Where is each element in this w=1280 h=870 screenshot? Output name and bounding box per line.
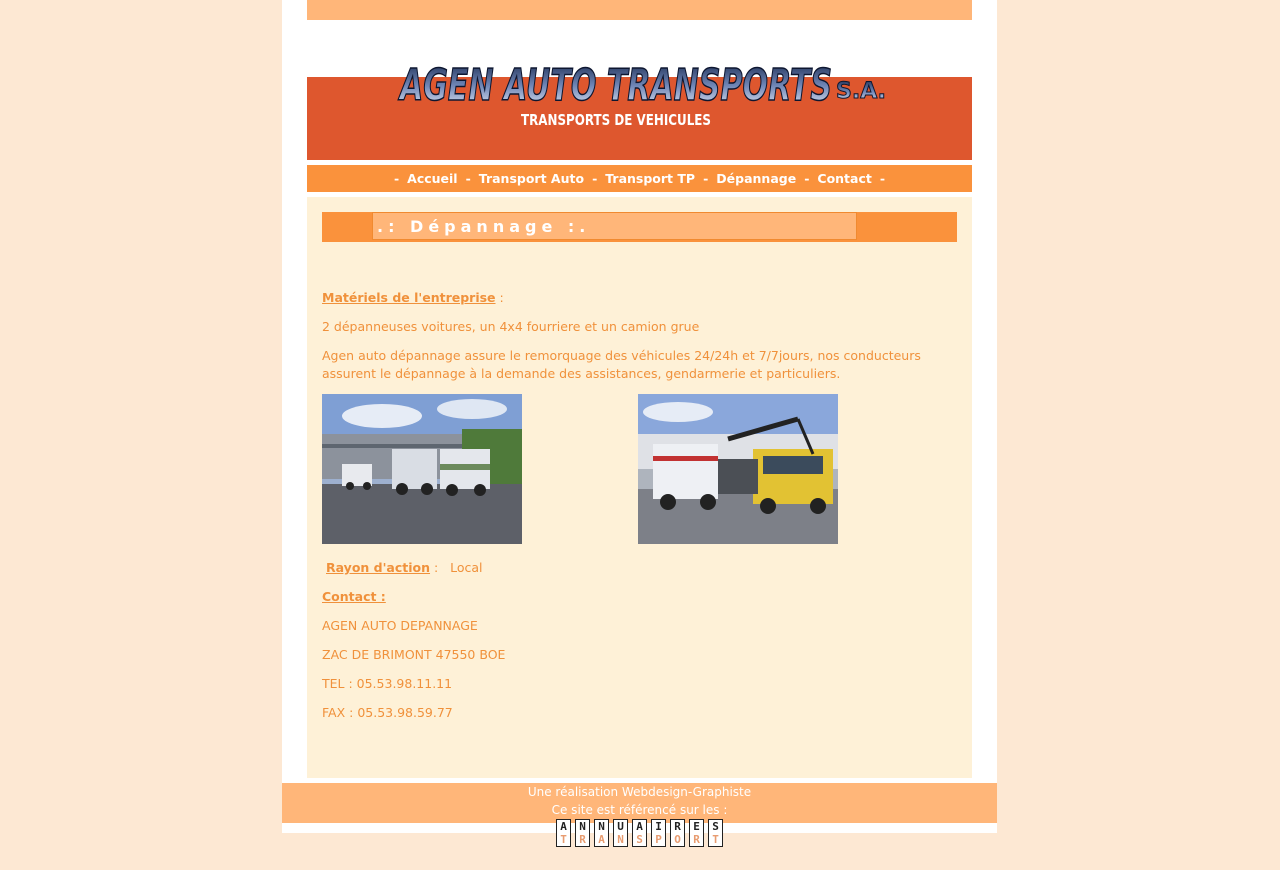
page-title-bar bbox=[322, 212, 957, 242]
rayon-line bbox=[326, 559, 956, 577]
description-text: Agen auto dépannage assure le remorquage des véhicules 24/24h et 7/7jours, nos conducteurs assurent le dépannage à la demande des assistances, gendarmerie et particuliers. bbox=[322, 348, 921, 381]
contact-address: ZAC DE BRIMONT 47550 BOE bbox=[322, 647, 506, 662]
contact-name: AGEN AUTO DEPANNAGE bbox=[322, 618, 478, 633]
footer bbox=[282, 783, 997, 823]
logo-tagline: TRANSPORTS DE VEHICULES bbox=[521, 111, 711, 129]
nav-transport-auto[interactable]: Transport Auto bbox=[478, 171, 585, 186]
nav-transport-tp[interactable]: Transport TP bbox=[605, 171, 696, 186]
crane-truck-photo bbox=[638, 394, 838, 544]
company-logo[interactable] bbox=[396, 54, 886, 134]
nav-depannage[interactable]: Dépannage bbox=[716, 171, 797, 186]
contact-line bbox=[322, 588, 952, 606]
nav-accueil[interactable]: Accueil bbox=[407, 171, 458, 186]
logo-text: AGEN AUTO TRANSPORTS bbox=[397, 60, 832, 111]
page-title: .: Dépannage :. bbox=[372, 212, 857, 240]
main-nav: - Accueil - Transport Auto - Transport TP - Dépannage - Contact - bbox=[307, 165, 972, 192]
footer-referenced: Ce site est référencé sur les : bbox=[551, 803, 728, 817]
main-content bbox=[307, 197, 972, 778]
top-bar bbox=[307, 0, 972, 20]
annuaires-transport-badge[interactable]: A T N R N A U N A S I P R O E R S T bbox=[556, 819, 724, 847]
nav-contact[interactable]: Contact bbox=[817, 171, 872, 186]
contact-heading: Contact : bbox=[322, 589, 386, 604]
rayon-value: : Local bbox=[430, 560, 483, 575]
contact-tel: TEL : 05.53.98.11.11 bbox=[322, 676, 453, 691]
contact-fax: FAX : 05.53.98.59.77 bbox=[322, 705, 453, 720]
rayon-heading: Rayon d'action bbox=[326, 560, 431, 575]
materiels-heading: Matériels de l'entreprise bbox=[322, 290, 496, 305]
materiels-text: 2 dépanneuses voitures, un 4x4 fourriere et un camion grue bbox=[322, 319, 700, 334]
tow-trucks-photo bbox=[322, 394, 522, 544]
logo-suffix: S.A. bbox=[836, 79, 886, 104]
materiels-line: Matériels de l'entreprise : bbox=[322, 290, 504, 305]
footer-credit[interactable]: Une réalisation Webdesign-Graphiste bbox=[527, 785, 752, 799]
